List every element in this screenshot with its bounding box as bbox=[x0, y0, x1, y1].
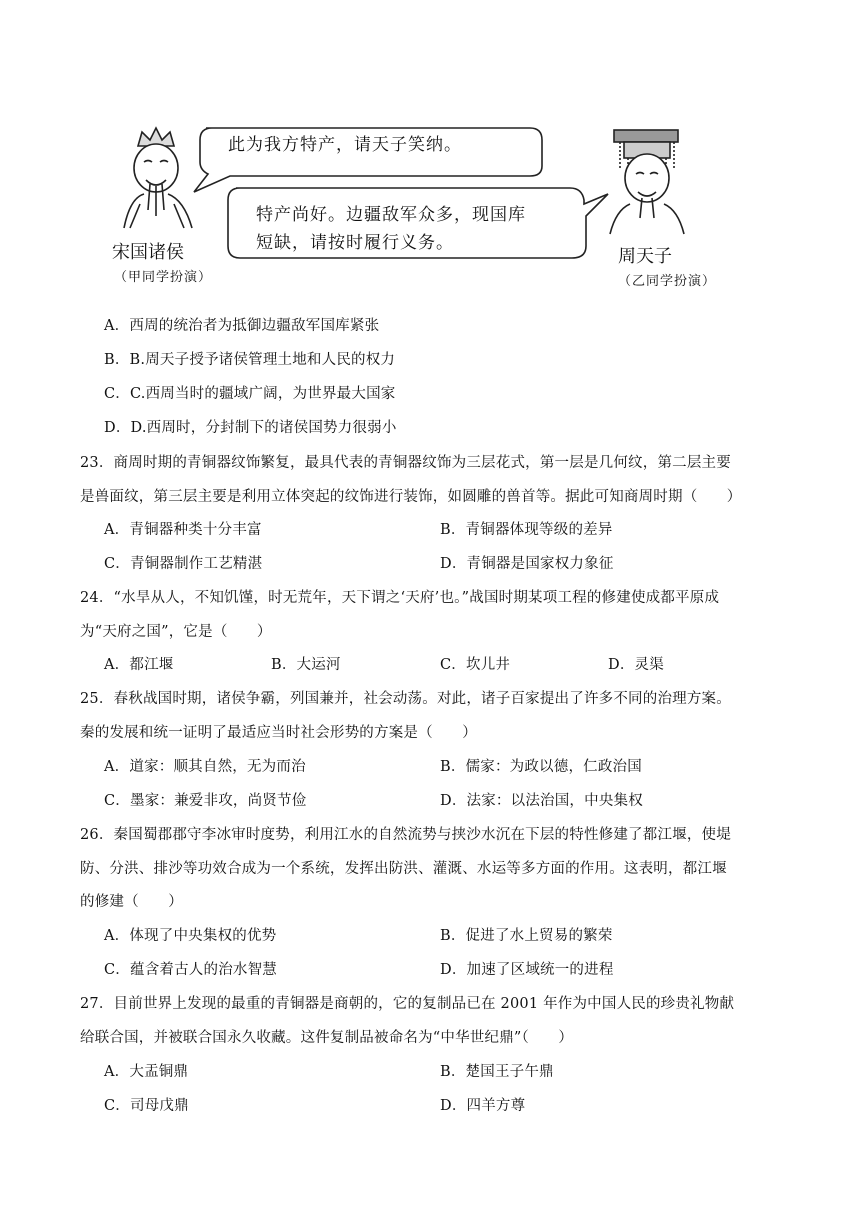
q23-stem-line2: 是兽面纹，第三层主要是利用立体突起的纹饰进行装饰，如圆雕的兽首等。据此可知商周时期（ ） bbox=[80, 489, 742, 505]
q26-option-d: D．加速了区域统一的进程 bbox=[440, 962, 614, 978]
q24-option-b: B．大运河 bbox=[271, 657, 341, 673]
song-lord-figure bbox=[124, 128, 192, 228]
q25-option-a: A．道家：顺其自然，无为而治 bbox=[104, 759, 306, 775]
q24-stem-line2: 为“天府之国”，它是（ ） bbox=[80, 624, 272, 640]
q27-option-d: D．四羊方尊 bbox=[440, 1098, 526, 1114]
q22-option-c: C．C.西周当时的疆域广阔，为世界最大国家 bbox=[104, 386, 396, 402]
q24-stem-line1: 24．“水旱从人，不知饥馑，时无荒年，天下谓之‘天府’也。”战国时期某项工程的修建使成都平原成 bbox=[80, 590, 720, 606]
right-figure-name: 周天子 bbox=[618, 246, 672, 267]
q27-option-b: B．楚国王子午鼎 bbox=[440, 1064, 554, 1080]
q27-stem-line2: 给联合国，并被联合国永久收藏。这件复制品被命名为“中华世纪鼎”（ ） bbox=[80, 1030, 574, 1046]
q23-stem-line1: 23．商周时期的青铜器纹饰繁复，最具代表的青铜器纹饰为三层花式，第一层是几何纹，第二层主要 bbox=[80, 455, 731, 471]
q25-stem-line2: 秦的发展和统一证明了最适应当时社会形势的方案是（ ） bbox=[80, 725, 477, 741]
left-figure-name: 宋国诸侯 bbox=[112, 242, 184, 263]
bubble-top-text: 此为我方特产，请天子笑纳。 bbox=[228, 135, 462, 155]
bubble-bottom-line2: 短缺，请按时履行义务。 bbox=[256, 233, 454, 253]
q24-option-d: D．灵渠 bbox=[608, 657, 664, 673]
q26-stem-line2: 防、分洪、排沙等功效合成为一个系统，发挥出防洪、灌溉、水运等多方面的作用。这表明，都江堰 bbox=[80, 861, 727, 877]
bubble-bottom-line1: 特产尚好。边疆敌军众多，现国库 bbox=[256, 205, 526, 225]
q25-option-c: C．墨家：兼爱非攻，尚贤节俭 bbox=[104, 793, 307, 809]
q27-stem-line1: 27．目前世界上发现的最重的青铜器是商朝的，它的复制品已在 2001 年作为中国人民的珍贵礼物献 bbox=[80, 996, 735, 1012]
q27-option-a: A．大盂铜鼎 bbox=[104, 1064, 189, 1080]
illustration bbox=[110, 118, 730, 298]
right-figure-note: （乙同学扮演） bbox=[618, 274, 717, 289]
zhou-king-figure bbox=[610, 130, 684, 234]
q24-option-c: C．坎儿井 bbox=[440, 657, 511, 673]
q23-option-d: D．青铜器是国家权力象征 bbox=[440, 556, 614, 572]
q25-stem-line1: 25．春秋战国时期，诸侯争霸，列国兼并，社会动荡。对此，诸子百家提出了许多不同的治理方案。 bbox=[80, 691, 731, 707]
q22-option-d: D．D.西周时，分封制下的诸侯国势力很弱小 bbox=[104, 420, 397, 436]
q26-option-c: C．蕴含着古人的治水智慧 bbox=[104, 962, 277, 978]
q25-option-b: B．儒家：为政以德，仁政治国 bbox=[440, 759, 642, 775]
q23-option-a: A．青铜器种类十分丰富 bbox=[104, 522, 262, 538]
left-figure-note: （甲同学扮演） bbox=[114, 270, 213, 285]
q22-option-a: A．西周的统治者为抵御边疆敌军国库紧张 bbox=[104, 318, 380, 334]
q22-option-b: B．B.周天子授予诸侯管理土地和人民的权力 bbox=[104, 352, 396, 368]
q25-option-d: D．法家：以法治国，中央集权 bbox=[440, 793, 643, 809]
q23-option-c: C．青铜器制作工艺精湛 bbox=[104, 556, 263, 572]
q27-option-c: C．司母戊鼎 bbox=[104, 1098, 189, 1114]
q26-option-a: A．体现了中央集权的优势 bbox=[104, 928, 277, 944]
q26-stem-line3: 的修建（ ） bbox=[80, 894, 183, 910]
q23-option-b: B．青铜器体现等级的差异 bbox=[440, 522, 613, 538]
q26-option-b: B．促进了水上贸易的繁荣 bbox=[440, 928, 613, 944]
q26-stem-line1: 26．秦国蜀郡郡守李冰审时度势，利用江水的自然流势与挟沙水沉在下层的特性修建了都江堰，使堤 bbox=[80, 827, 731, 843]
q24-option-a: A．都江堰 bbox=[104, 657, 174, 673]
